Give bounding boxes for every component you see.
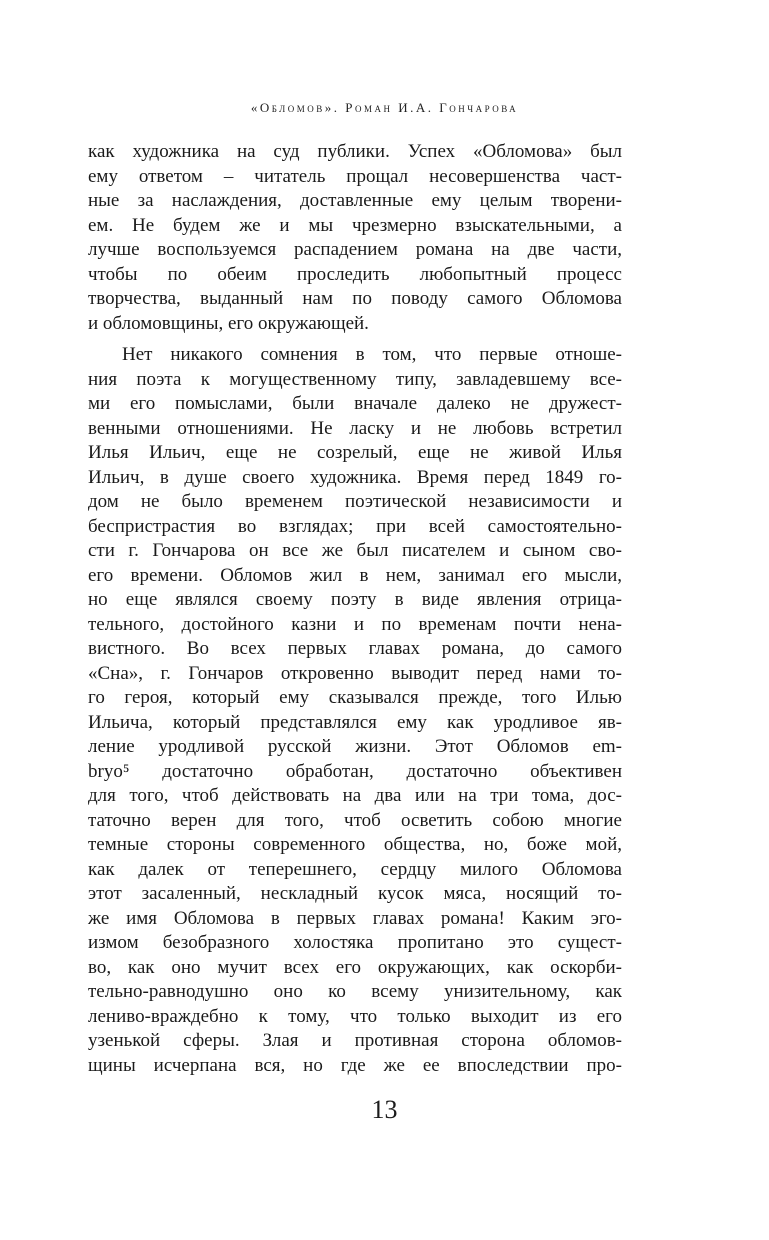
text-line: Ильич, в душе своего художника. Время перед 1849 го- bbox=[88, 466, 622, 488]
text-line: го героя, который ему сказывался прежде, того Илью bbox=[88, 687, 622, 708]
text-line: как художника на суд публики. Успех «Обломова» был bbox=[88, 141, 622, 162]
text-line: сти г. Гончарова он все же был писателем и сыном сво- bbox=[88, 540, 622, 561]
page-number: 13 bbox=[371, 1095, 398, 1124]
text-line: тельно-равнодушно оно ко всему унизительному, как bbox=[88, 981, 622, 1002]
text-line: вистного. Во всех первых главах романа, до самого bbox=[88, 638, 622, 659]
text-line: ния поэта к могущественному типу, завладевшему все- bbox=[88, 368, 622, 390]
text-line: Ильича, который представлялся ему как уродливое яв- bbox=[88, 711, 622, 733]
text-line: дом не было временем поэтической независимости и bbox=[88, 491, 622, 512]
text-line: щины исчерпана вся, но где же ее впоследствии про- bbox=[88, 1054, 622, 1076]
text-line: творчества, выданный нам по поводу самого Обломова bbox=[88, 288, 622, 309]
text-line: «Сна», г. Гончаров откровенно выводит перед нами то- bbox=[88, 662, 622, 684]
text-line: лениво-враждебно к тому, что только выходит из его bbox=[88, 1005, 622, 1027]
paragraph bbox=[88, 140, 622, 336]
text-line: во, как оно мучит всех его окружающих, как оскорби- bbox=[88, 956, 622, 978]
text-line: bryo⁵ достаточно обработан, достаточно объективен bbox=[88, 760, 622, 782]
text-line: ление уродливой русской жизни. Этот Обломов em- bbox=[88, 736, 622, 757]
text-line: же имя Обломова в первых главах романа! Каким эго- bbox=[88, 907, 622, 929]
text-line: Нет никакого сомнения в том, что первые отноше- bbox=[122, 344, 622, 365]
text-line: как далек от теперешнего, сердцу милого Обломова bbox=[88, 858, 622, 880]
body-text bbox=[88, 140, 622, 1078]
text-line: Илья Ильич, еще не созрелый, еще не живой Илья bbox=[88, 442, 622, 463]
text-line: темные стороны современного общества, но, боже мой, bbox=[88, 834, 622, 855]
text-line: измом безобразного холостяка пропитано это сущест- bbox=[88, 932, 622, 953]
paragraph bbox=[88, 343, 622, 1078]
text-line: тельного, достойного казни и по временам почти нена- bbox=[88, 613, 622, 635]
text-line: ные за наслаждения, доставленные ему целым творени- bbox=[88, 190, 622, 211]
running-header: «Обломов». Роман И.А. Гончарова bbox=[250, 100, 519, 115]
text-line: ми его помыслами, были вначале далеко не дружест- bbox=[88, 393, 622, 414]
text-line: венными отношениями. Не ласку и не любовь встретил bbox=[88, 417, 622, 439]
text-line: этот засаленный, нескладный кусок мяса, носящий то- bbox=[88, 883, 622, 904]
text-line: для того, чтоб действовать на два или на три тома, дос- bbox=[88, 785, 622, 806]
text-line: но еще являлся своему поэту в виде явления отрица- bbox=[88, 589, 622, 610]
text-line: его времени. Обломов жил в нем, занимал его мысли, bbox=[88, 564, 622, 586]
text-line: таточно верен для того, чтоб осветить собою многие bbox=[88, 809, 622, 831]
text-line: лучше воспользуемся распадением романа на две части, bbox=[88, 239, 622, 260]
text-line: и обломовщины, его окружающей. bbox=[88, 312, 369, 334]
text-line: узенькой сферы. Злая и противная сторона обломов- bbox=[88, 1030, 622, 1051]
text-line: ем. Не будем же и мы чрезмерно взыскательными, а bbox=[88, 214, 622, 236]
paragraph-gap bbox=[88, 336, 622, 343]
text-line: ему ответом – читатель прощал несовершенства част- bbox=[88, 165, 622, 187]
text-line: беспристрастия во взглядах; при всей самостоятельно- bbox=[88, 515, 622, 537]
text-line: чтобы по обеим проследить любопытный процесс bbox=[88, 263, 622, 285]
